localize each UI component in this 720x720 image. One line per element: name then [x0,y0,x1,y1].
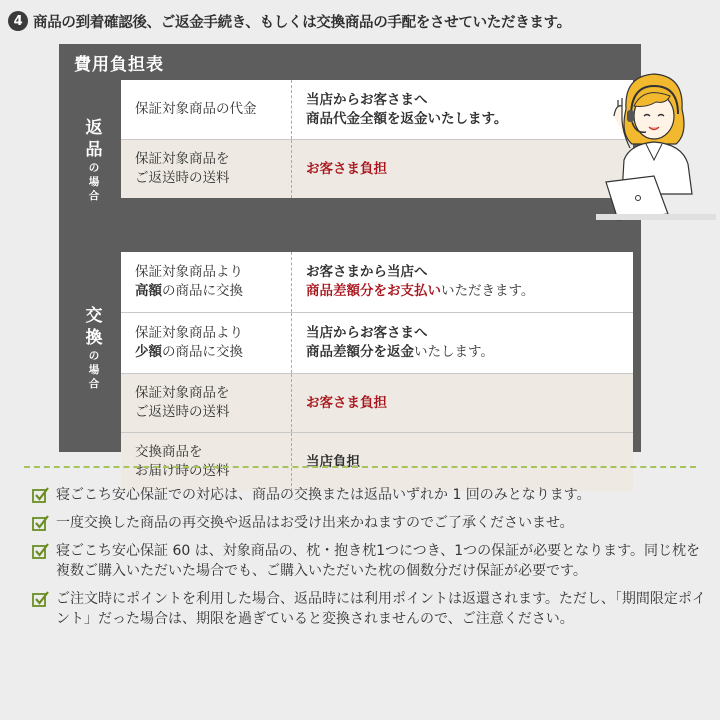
table-row: 保証対象商品を ご返送時の送料 お客さま負担 [121,140,633,198]
exchange-group [67,252,633,479]
section-heading [8,6,718,36]
list-item: 寝ごこち安心保証 60 は、対象商品の、枕・抱き枕1つにつき、1つの保証が必要となります。同じ枕を複数ご購入いただいた場合でも、ご購入いただいた枕の個数分だけ保証が必要です。 [32,541,708,581]
checkbox-check-icon [32,514,50,532]
list-item: 一度交換した商品の再交換や返品はお受け出来かねますのでご了承くださいませ。 [32,513,708,533]
table-row: 保証対象商品を ご返送時の送料 お客さま負担 [121,374,633,433]
list-item: ご注文時にポイントを利用した場合、返品時には利用ポイントは返還されます。ただし、「期間限定ポイント」だった場合は、期限を過ぎていると変換されませんので、ご注意ください。 [32,589,708,629]
checkbox-check-icon [32,542,50,560]
table-title: 費用負担表 [74,55,164,75]
cost-burden-table [59,44,641,479]
step-number-badge: 4 [8,11,28,31]
table-row: 保証対象商品の代金 当店からお客さまへ 商品代金全額を返金いたします。 [121,80,633,140]
return-group [67,80,633,240]
exchange-group-label: 交 換 の 場 合 [67,252,121,444]
checkbox-check-icon [32,590,50,608]
section-divider [24,466,696,468]
heading-text: 商品の到着確認後、ご返金手続き、もしくは交換商品の手配をさせていただきます。 [33,14,571,31]
table-row: 保証対象商品より 高額の商品に交換 お客さまから当店へ 商品差額分をお支払いいただきます。 [121,252,633,313]
support-agent-illustration [596,64,716,224]
notes-list [32,485,708,637]
return-group-label: 返 品 の 場 合 [67,80,121,240]
list-item: 寝ごこち安心保証での対応は、商品の交換または返品いずれか 1 回のみとなります。 [32,485,708,505]
table-row: 交換商品を お届け時の送料 当店負担 [121,433,633,491]
checkbox-check-icon [32,486,50,504]
table-row: 保証対象商品より 少額の商品に交換 当店からお客さまへ 商品差額分を返金いたします。 [121,313,633,374]
